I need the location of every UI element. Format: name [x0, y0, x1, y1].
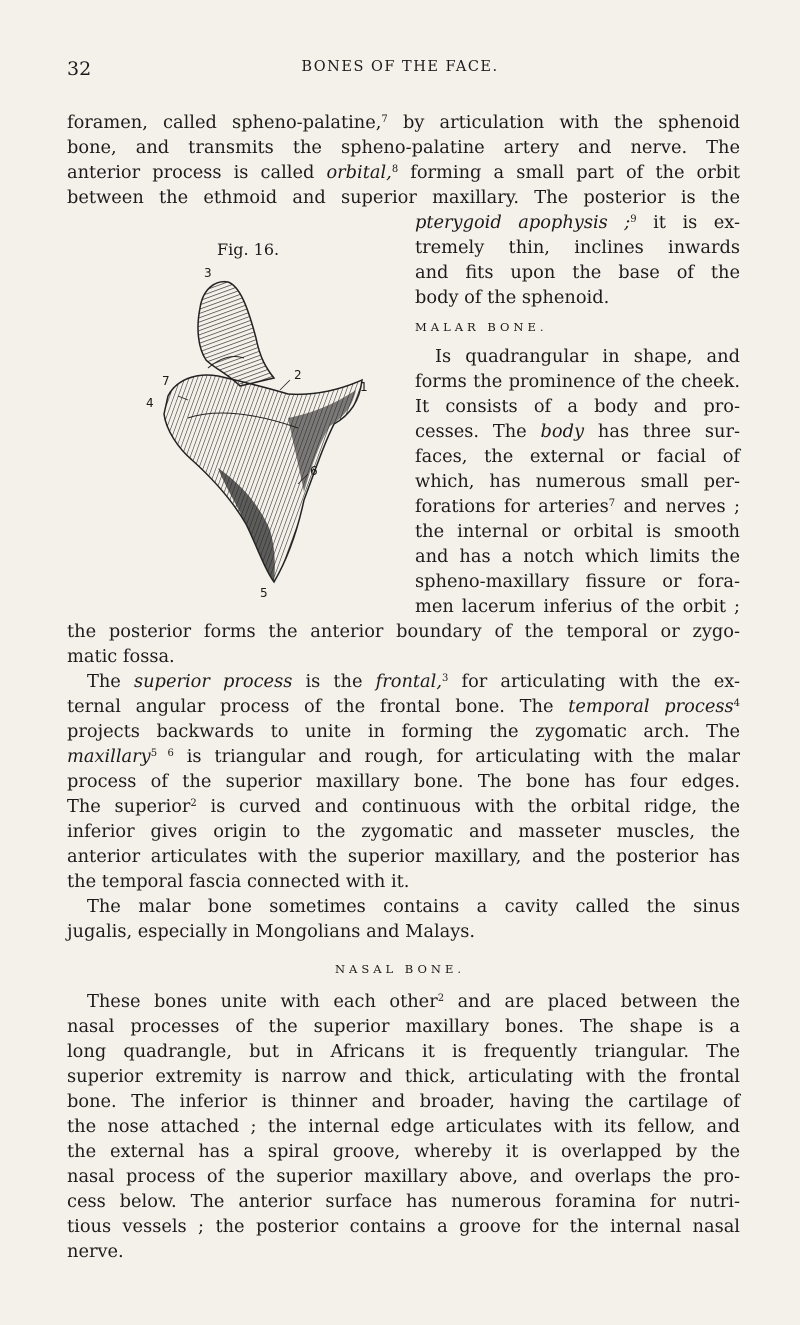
- text-line: and has a notch which limits the: [415, 546, 740, 567]
- text-line: These bones unite with each other$^2$ and are placed between the: [87, 991, 740, 1012]
- text-line: The superior process is the frontal,$^3$ for articulating with the ex-: [87, 671, 741, 692]
- text-line: between the ethmoid and superior maxillary. The posterior is the: [67, 187, 740, 208]
- figure-caption: Fig. 16.: [217, 240, 280, 259]
- text-line: projects backwards to unite in forming the zygomatic arch. The: [67, 721, 740, 742]
- text-line: anterior process is called orbital,$^8$ forming a small part of the orbit: [67, 162, 740, 183]
- text-line: the temporal fascia connected with it.: [67, 871, 410, 892]
- figure-label-1: 1: [360, 380, 368, 394]
- text-line: superior extremity is narrow and thick, articulating with the frontal: [67, 1066, 740, 1087]
- text-line: the posterior forms the anterior boundary of the temporal or zygo-: [67, 621, 740, 642]
- text-line: nasal processes of the superior maxillary bones. The shape is a: [67, 1016, 740, 1037]
- text-line: the nose attached ; the internal edge articulates with its fellow, and: [67, 1116, 740, 1137]
- page-header: [0, 58, 800, 82]
- text-line: tremely thin, inclines inwards: [415, 237, 740, 258]
- figure-label-3: 3: [204, 266, 212, 280]
- malar-bone-engraving: [148, 268, 368, 604]
- text-line: Is quadrangular in shape, and: [435, 346, 740, 367]
- text-line: which, has numerous small per-: [415, 471, 740, 492]
- text-line: foramen, called spheno-palatine,$^7$ by articulation with the sphenoid: [67, 112, 740, 133]
- text-line: the internal or orbital is smooth: [415, 521, 740, 542]
- page-number: 32: [67, 58, 92, 80]
- text-line: maxillary$^{5 6}$ is triangular and rough, for articulating with the malar: [67, 746, 740, 767]
- text-line: process of the superior maxillary bone. The bone has four edges.: [67, 771, 740, 792]
- figure-label-7: 7: [162, 374, 170, 388]
- text-line: cess below. The anterior surface has numerous foramina for nutri-: [67, 1191, 740, 1212]
- text-line: The malar bone sometimes contains a cavity called the sinus: [87, 896, 740, 917]
- text-line: nasal process of the superior maxillary above, and overlaps the pro-: [67, 1166, 740, 1187]
- text-line: body of the sphenoid.: [415, 287, 610, 308]
- text-line: the external has a spiral groove, whereby it is overlapped by the: [67, 1141, 740, 1162]
- text-line: matic fossa.: [67, 646, 175, 667]
- text-line: nerve.: [67, 1241, 124, 1262]
- text-line: anterior articulates with the superior maxillary, and the posterior has: [67, 846, 740, 867]
- text-line: pterygoid apophysis ;$^9$ it is ex-: [415, 212, 740, 233]
- text-line: cesses. The body has three sur-: [415, 421, 740, 442]
- section-heading-malar: MALAR BONE.: [415, 320, 548, 334]
- malar-bone-figure: [148, 268, 368, 604]
- text-line: jugalis, especially in Mongolians and Malays.: [67, 921, 476, 942]
- text-line: inferior gives origin to the zygomatic and masseter muscles, the: [67, 821, 740, 842]
- text-line: and fits upon the base of the: [415, 262, 740, 283]
- figure-label-2: 2: [294, 368, 302, 382]
- text-line: bone, and transmits the spheno-palatine artery and nerve. The: [67, 137, 740, 158]
- figure-label-4: 4: [146, 396, 154, 410]
- section-heading-nasal: NASAL BONE.: [334, 962, 466, 976]
- text-line: long quadrangle, but in Africans it is frequently triangular. The: [67, 1041, 740, 1062]
- text-line: men lacerum inferius of the orbit ;: [415, 596, 740, 617]
- text-line: ternal angular process of the frontal bone. The temporal process$^4$: [67, 696, 740, 717]
- text-line: tious vessels ; the posterior contains a groove for the internal nasal: [67, 1216, 740, 1237]
- text-line: It consists of a body and pro-: [415, 396, 740, 417]
- text-line: forms the prominence of the cheek.: [415, 371, 740, 392]
- text-line: faces, the external or facial of: [415, 446, 740, 467]
- text-line: The superior$^2$ is curved and continuous with the orbital ridge, the: [67, 796, 740, 817]
- text-line: spheno-maxillary fissure or fora-: [415, 571, 740, 592]
- figure-label-6: 6: [310, 464, 318, 478]
- figure-label-5: 5: [260, 586, 268, 600]
- text-line: bone. The inferior is thinner and broader, having the cartilage of: [67, 1091, 740, 1112]
- text-line: forations for arteries$^7$ and nerves ;: [415, 496, 740, 517]
- running-head: BONES OF THE FACE.: [301, 59, 499, 75]
